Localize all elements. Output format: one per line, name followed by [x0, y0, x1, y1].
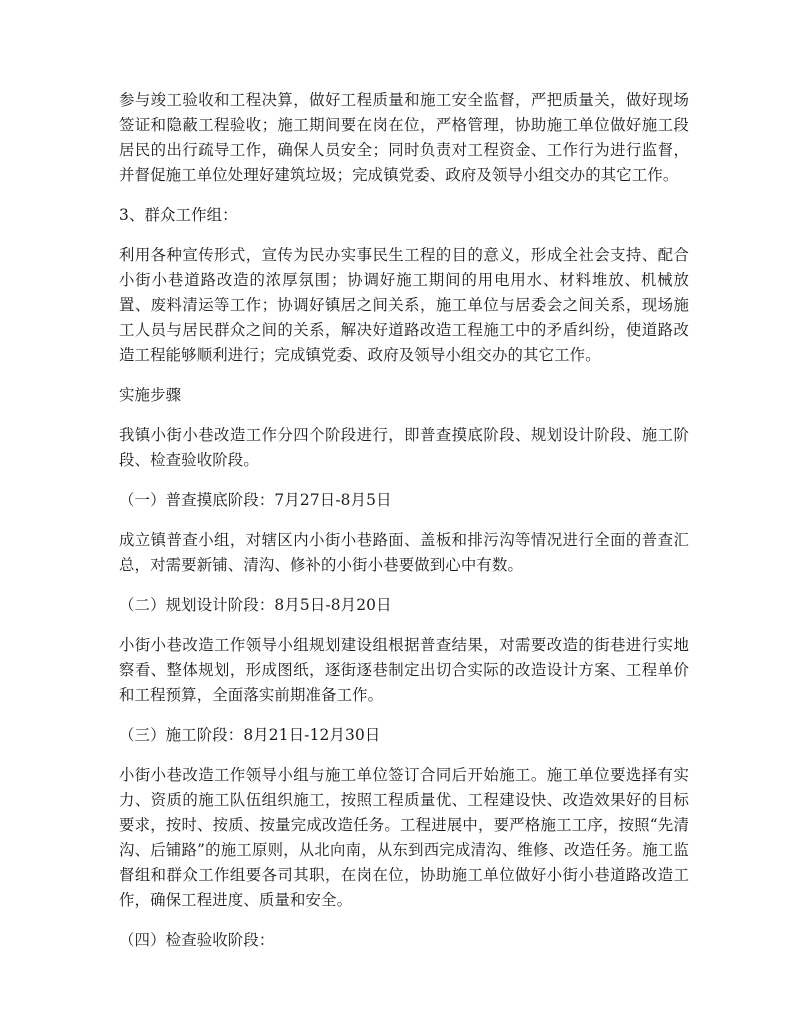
document-page: [119, 88, 689, 968]
paragraph-stages-overview: 我镇小街小巷改造工作分四个阶段进行，即普查摸底阶段、规划设计阶段、施工阶段、检查验收阶段。: [119, 426, 689, 469]
paragraph-supervision-duties: 参与竣工验收和工程决算，做好工程质量和施工安全监督，严把质量关，做好现场签证和隐蔽工程验收；施工期间要在岗在位，严格管理，协助施工单位做好施工段居民的出行疏导工作，确保人员安全；同时负责对工程资金、工作行为进行监督，并督促施工单位处理好建筑垃圾；完成镇党委、政府及领导小组交办的其它工作。: [119, 91, 689, 184]
paragraph-stage-construction: 小街小巷改造工作领导小组与施工单位签订合同后开始施工。施工单位要选择有实力、资质的施工队伍组织施工，按照工程质量优、工程建设快、改造效果好的目标要求，按时、按质、按量完成改造任务。工程进展中，要严格施工工序，按照“先清沟、后铺路”的施工原则，从北向南，从东到西完成清沟、维修、改造任务。施工监督组和群众工作组要各司其职，在岗在位，协助施工单位做好小街小巷道路改造工作，确保工程进度、质量和安全。: [119, 766, 689, 909]
paragraph-stage-survey: 成立镇普查小组，对辖区内小街小巷路面、盖板和排污沟等情况进行全面的普查汇总，对需要新铺、清沟、修补的小街小巷要做到心中有数。: [119, 531, 689, 574]
paragraph-stage-planning: 小街小巷改造工作领导小组规划建设组根据普查结果，对需要改造的街巷进行实地察看、整体规划，形成图纸，逐街逐巷制定出切合实际的改造设计方案、工程单价和工程预算，全面落实前期准备工作。: [119, 636, 689, 704]
paragraph-masses-duties: 利用各种宣传形式，宣传为民办实事民生工程的目的意义，形成全社会支持、配合小街小巷道路改造的浓厚氛围；协调好施工期间的用电用水、材料堆放、机械放置、废料清运等工作；协调好镇居之间关系，施工单位与居委会之间关系，现场施工人员与居民群众之间的关系，解决好道路改造工程施工中的矛盾纠纷，使道路改造工程能够顺利进行；完成镇党委、政府及领导小组交办的其它工作。: [119, 246, 689, 364]
heading-stage-construction: （三）施工阶段：8月21日-12月30日: [119, 726, 381, 744]
heading-stage-inspection: （四）检查验收阶段：: [119, 931, 275, 949]
heading-stage-planning: （二）规划设计阶段：8月5日-8月20日: [119, 596, 392, 614]
heading-implementation-steps: 实施步骤: [119, 386, 182, 404]
heading-masses-work-group: 3、群众工作组：: [119, 206, 238, 224]
heading-stage-survey: （一）普查摸底阶段：7月27日-8月5日: [119, 491, 392, 509]
